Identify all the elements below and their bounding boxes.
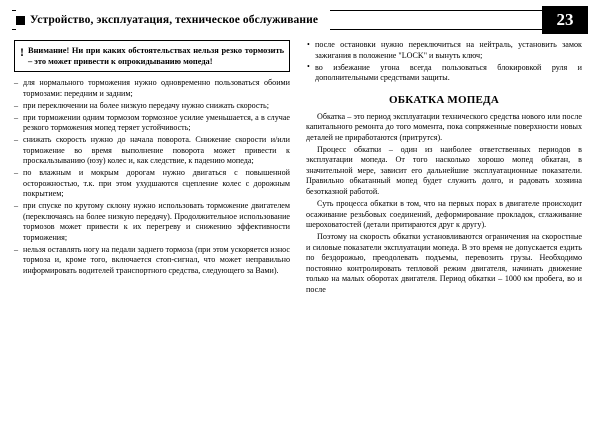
warning-box — [14, 40, 290, 72]
content-columns — [14, 40, 586, 423]
paragraph: Процесс обкатки – один из наиболее ответственных периодов в эксплуатации мопеда. От того насколько хорошо мопед обкатан, в значительной мере, зависит его дальнейшие эксплуатационные показатели. Правильно обкатанный мопед будет служить долго, и радовать хозяина безотказной работой. — [306, 144, 582, 196]
paragraph: Суть процесса обкатки в том, что на первых порах в двигателе происходит осаживание резьбовых соединений, деформирование прокладок, сглаживание шероховатостей (детали притираются друг к другу). — [306, 198, 582, 230]
paragraph: Поэтому на скорость обкатки установливаются ограничения на скоростные и силовые показатели эксплуатации мопеда. В это время не допускается ездить по бездорожью, преодолевать подъемы, перевозить грузы. Необходимо постоянно контролировать тепловой режим двигателя, начинать движение только на малых оборотах двигателя. Период обкатки – 1000 км пробега, во и после — [306, 232, 582, 294]
list-item: • во избежание угона всегда пользоваться блокировкой руля и дополнительными средствами защиты. — [306, 63, 582, 84]
list-item: – снижать скорость нужно до начала поворота. Снижение скорости и/или торможение во время выполнение поворота может привести к проскальзыванию (юзу) колес и, как следствие, к падению мопеда; — [14, 135, 290, 167]
braking-rules-list — [14, 78, 290, 276]
section-heading: ОБКАТКА МОПЕДА — [389, 93, 499, 106]
page-number: 23 — [542, 6, 588, 34]
list-item: – по влажным и мокрым дорогам нужно двигаться с повышенной осторожностью, т.к. при этом ухудшаются сцепление колес с дорожным покрытием; — [14, 168, 290, 200]
warning-text: Внимание! Ни при каких обстоятельствах нельзя резко тормозить – это может привести к опрокидыванию мопеда! — [28, 46, 284, 67]
page-header — [12, 8, 588, 38]
square-bullet-icon — [16, 16, 25, 25]
list-item: – при спуске по крутому склону нужно использовать торможение двигателем (переключаясь на более низкую передачу). Продолжительное использование тормозов может привести к их перегреву и снижению эффективности торможения; — [14, 201, 290, 243]
page-title: Устройство, эксплуатация, техническое обслуживание — [30, 14, 322, 26]
warning-exclamation-icon: ! — [20, 45, 24, 59]
paragraph: Обкатка – это период эксплуатации технического средства нового или после капитального ремонта до того момента, пока сопряженные поверхности новых деталей не приработаются (притрутся). — [306, 111, 582, 142]
list-item: • после остановки нужно переключиться на нейтраль, установить замок зажигания в положение "LOCK" и вынуть ключ; — [306, 40, 582, 61]
list-item: – нельзя оставлять ногу на педали заднего тормоза (при этом ускоряется износ тормоза и, кроме того, включается стоп-сигнал, что может неправильно информировать водителей транспортного средства, следующего за Вами). — [14, 245, 290, 277]
parking-rules-list — [306, 40, 582, 84]
list-item: – для нормального торможения нужно одновременно пользоваться обоими тормозами: передним и задним; — [14, 78, 290, 99]
list-item: – при торможении одним тормозом тормозное усилие уменьшается, а в случае резкого торможения мопед теряет устойчивость; — [14, 113, 290, 134]
header-title-wrap — [16, 8, 330, 32]
list-item: – при переключении на более низкую передачу нужно снижать скорость; — [14, 101, 290, 112]
right-column — [306, 40, 582, 423]
left-column — [14, 40, 290, 423]
